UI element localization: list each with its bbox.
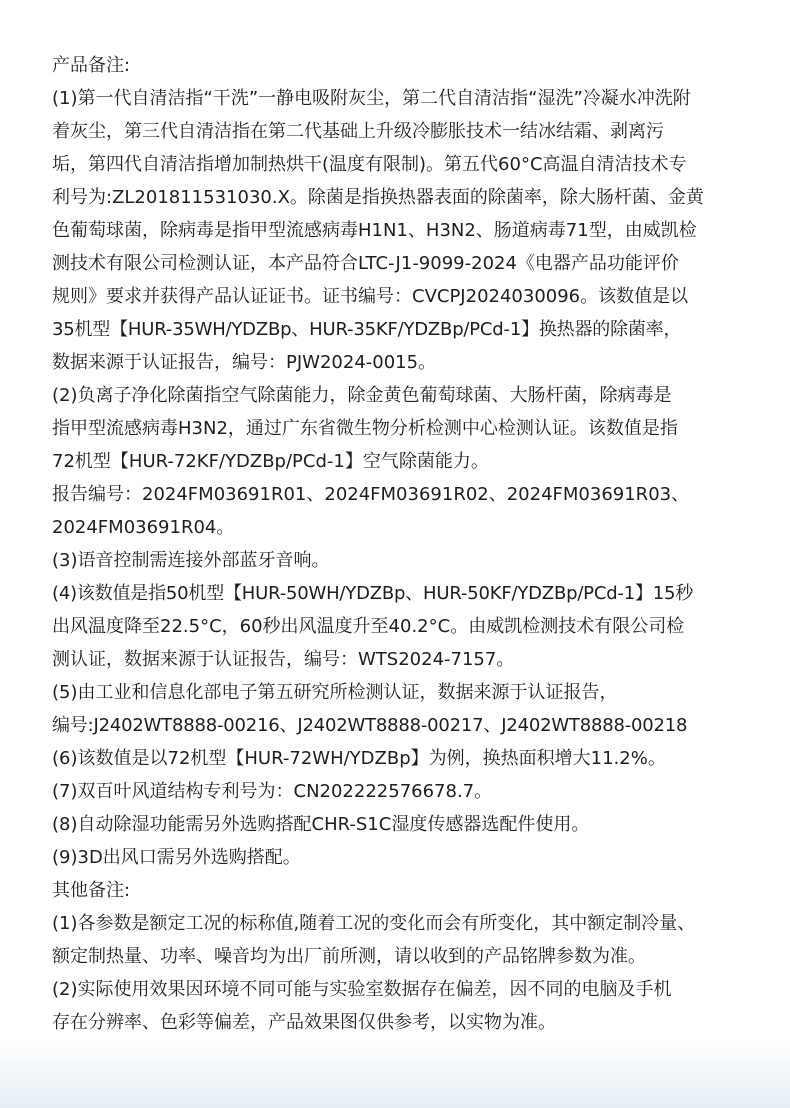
product-note-6-line-1: (6)该数值是以72机型【HUR-72WH/YDZBp】为例，换热面积增大11.2%。 (52, 748, 666, 769)
product-note-1-line-8: 35机型【HUR-35WH/YDZBp、HUR-35KF/YDZBp/PCd-1】换热器的除菌率， (52, 319, 682, 340)
other-notes-title: 其他备注: (52, 880, 131, 901)
product-note-1-line-1: (1)第一代自清洁指“干洗”一静电吸附灰尘，第二代自清洁指“湿洗”冷凝水冲洗附 (52, 88, 691, 109)
other-note-2 (52, 973, 750, 1039)
product-note-6 (52, 742, 750, 775)
product-note-2-line-5: 2024FM03691R04。 (52, 517, 235, 538)
product-note-9-line-1: (9)3D出风口需另外选购搭配。 (52, 847, 301, 868)
product-note-4 (52, 577, 750, 676)
product-note-5-line-1: (5)由工业和信息化部电子第五研究所检测认证，数据来源于认证报告， (52, 682, 618, 703)
product-note-1-line-3: 垢，第四代自清洁指增加制热烘干(温度有限制)。第五代60°C高温自清洁技术专 (52, 154, 687, 175)
other-note-1-line-1: (1)各参数是额定工况的标称值,随着工况的变化而会有所变化，其中额定制冷量、 (52, 913, 696, 934)
product-note-7 (52, 775, 750, 808)
product-note-1-line-6: 测技术有限公司检测认证，本产品符合LTC-J1-9099-2024《电器产品功能评价 (52, 253, 679, 274)
product-note-2 (52, 379, 750, 544)
product-note-1-line-7: 规则》要求并获得产品认证证书。证书编号：CVCPJ2024030096。该数值是以 (52, 286, 689, 307)
product-note-2-line-4: 报告编号：2024FM03691R01、2024FM03691R02、2024FM03691R03、 (52, 484, 690, 505)
product-note-3 (52, 544, 750, 577)
product-note-5-line-2: 编号:J2402WT8888-00216、J2402WT8888-00217、J2402WT8888-00218 (52, 715, 688, 736)
other-note-2-line-1: (2)实际使用效果因环境不同可能与实验室数据存在偏差，因不同的电脑及手机 (52, 979, 672, 1000)
product-note-8 (52, 808, 750, 841)
product-note-3-line-1: (3)语音控制需连接外部蓝牙音响。 (52, 550, 330, 571)
product-note-1-line-9: 数据来源于认证报告，编号：PJW2024-0015。 (52, 352, 437, 373)
product-note-1-line-4: 利号为:ZL201811531030.X。除菌是指换热器表面的除菌率，除大肠杆菌、金黄 (52, 187, 704, 208)
product-note-4-line-2: 出风温度降至22.5°C，60秒出风温度升至40.2°C。由威凯检测技术有限公司检 (52, 616, 685, 637)
product-note-2-line-2: 指甲型流感病毒H3N2，通过广东省微生物分析检测中心检测认证。该数值是指 (52, 418, 678, 439)
product-note-1-line-5: 色葡萄球菌，除病毒是指甲型流感病毒H1N1、H3N2、肠道病毒71型，由威凯检 (52, 220, 697, 241)
product-note-5 (52, 676, 750, 742)
product-note-7-line-1: (7)双百叶风道结构专利号为：CN202222576678.7。 (52, 781, 493, 802)
product-note-1-line-2: 着灰尘，第三代自清洁指在第二代基础上升级冷膨胀技术一结冰结霜、剥离污 (52, 121, 664, 142)
product-note-2-line-1: (2)负离子净化除菌指空气除菌能力，除金黄色葡萄球菌、大肠杆菌，除病毒是 (52, 385, 672, 406)
product-note-9 (52, 841, 750, 874)
product-note-2-line-3: 72机型【HUR-72KF/YDZBp/PCd-1】空气除菌能力。 (52, 451, 489, 472)
product-note-1 (52, 82, 750, 379)
product-note-4-line-3: 测认证，数据来源于认证报告，编号：WTS2024-7157。 (52, 649, 515, 670)
product-note-8-line-1: (8)自动除湿功能需另外选购搭配CHR-S1C湿度传感器选配件使用。 (52, 814, 590, 835)
other-note-2-line-2: 存在分辨率、色彩等偏差，产品效果图仅供参考，以实物为准。 (52, 1012, 556, 1033)
other-note-1 (52, 907, 750, 973)
product-note-4-line-1: (4)该数值是指50机型【HUR-50WH/YDZBp、HUR-50KF/YDZBp/PCd-1】15秒 (52, 583, 694, 604)
other-note-1-line-2: 额定制热量、功率、噪音均为出厂前所测，请以收到的产品铭牌参数为准。 (52, 946, 646, 967)
product-notes-title: 产品备注: (52, 55, 131, 76)
